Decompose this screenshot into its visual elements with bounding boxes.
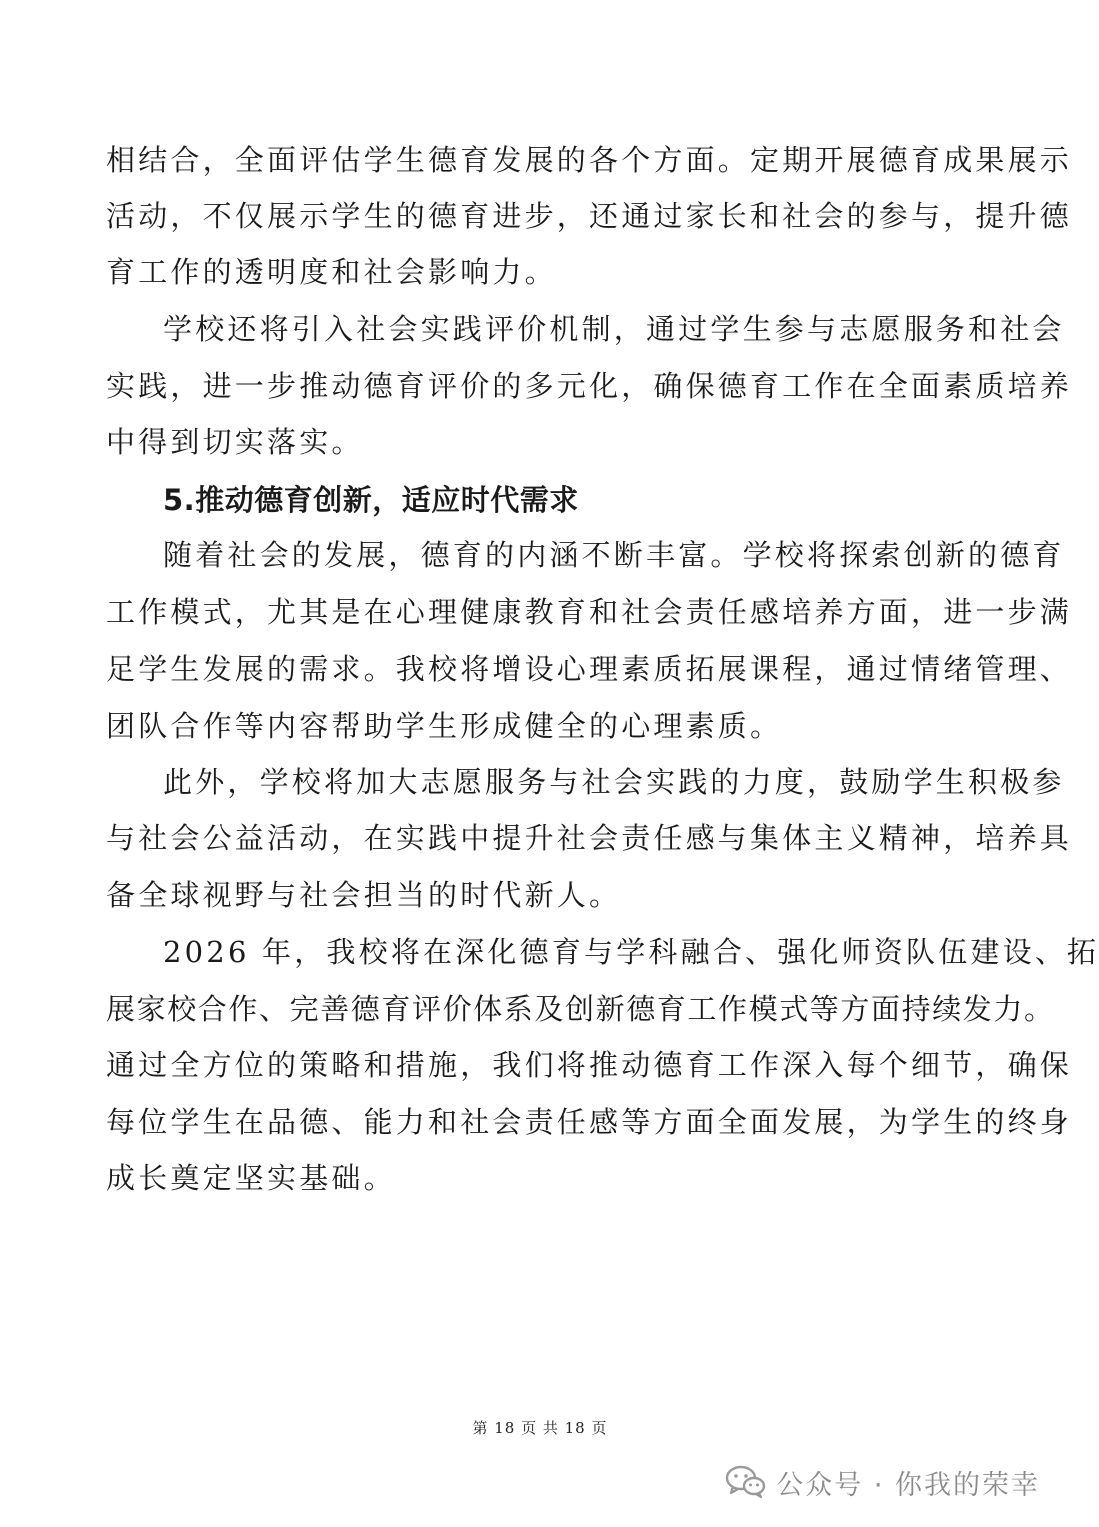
paragraph-line: 实践，进一步推动德育评价的多元化，确保德育工作在全面素质培养: [106, 369, 1073, 403]
paragraph-line: 活动，不仅展示学生的德育进步，还通过家长和社会的参与，提升德: [106, 199, 1073, 233]
paragraph-line: 工作模式，尤其是在心理健康教育和社会责任感培养方面，进一步满: [106, 595, 1073, 629]
section-heading: 5.推动德育创新，适应时代需求: [163, 483, 579, 517]
watermark: [726, 1460, 1040, 1504]
paragraph-line: 通过全方位的策略和措施，我们将推动德育工作深入每个细节，确保: [106, 1048, 1073, 1082]
paragraph-line: 成长奠定坚实基础。: [106, 1161, 396, 1195]
page-number: 第 18 页 共 18 页: [472, 1419, 608, 1437]
paragraph-line: 育工作的透明度和社会影响力。: [106, 255, 557, 289]
paragraph-line: 备全球视野与社会担当的时代新人。: [106, 878, 622, 912]
paragraph-line: 相结合，全面评估学生德育发展的各个方面。定期开展德育成果展示: [106, 143, 1073, 177]
paragraph-line: 中得到切实落实。: [106, 425, 364, 459]
paragraph-line: 团队合作等内容帮助学生形成健全的心理素质。: [106, 709, 783, 743]
paragraph-line: 此外，学校将加大志愿服务与社会实践的力度，鼓励学生积极参: [163, 765, 1065, 799]
paragraph-line: 展家校合作、完善德育评价体系及创新德育工作模式等方面持续发力。: [106, 992, 1055, 1026]
wechat-icon: [726, 1465, 766, 1499]
watermark-text: 公众号 · 你我的荣幸: [776, 1469, 1040, 1501]
paragraph-line: 学校还将引入社会实践评价机制，通过学生参与志愿服务和社会: [163, 312, 1065, 346]
paragraph-line: 足学生发展的需求。我校将增设心理素质拓展课程，通过情绪管理、: [106, 652, 1073, 686]
paragraph-line: 随着社会的发展，德育的内涵不断丰富。学校将探索创新的德育: [163, 538, 1065, 572]
paragraph-line: 每位学生在品德、能力和社会责任感等方面全面发展，为学生的终身: [106, 1105, 1073, 1139]
paragraph-line: 2026 年，我校将在深化德育与学科融合、强化师资队伍建设、拓: [163, 935, 1099, 969]
paragraph-line: 与社会公益活动，在实践中提升社会责任感与集体主义精神，培养具: [106, 821, 1073, 855]
